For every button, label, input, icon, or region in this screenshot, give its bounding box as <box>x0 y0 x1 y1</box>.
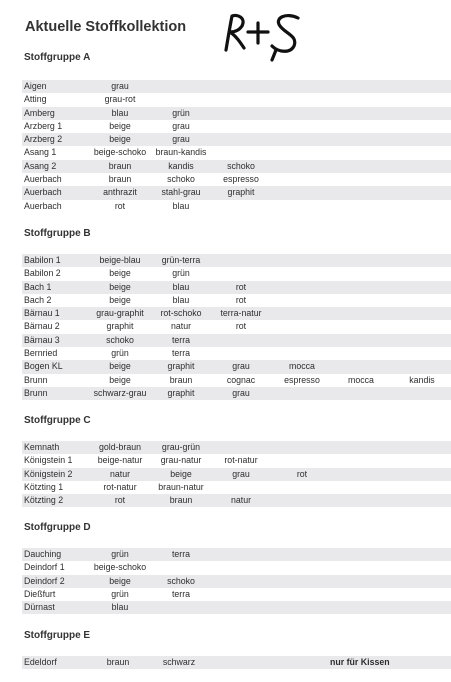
table-row <box>22 133 451 146</box>
table-row <box>22 561 451 574</box>
fabric-color: natur <box>170 321 192 332</box>
fabric-color: schwarz <box>162 657 196 667</box>
fabric-color: grau-graphit <box>96 308 144 319</box>
fabric-color: schoko <box>106 334 134 345</box>
fabric-name: Bärnau 1 <box>24 308 60 319</box>
fabric-name: Bach 2 <box>24 294 52 305</box>
fabric-color: grau <box>232 387 250 398</box>
fabric-name: Auerbach <box>24 187 62 198</box>
fabric-name: Bärnau 3 <box>24 334 60 345</box>
table-row <box>22 494 451 507</box>
fabric-color: rot <box>296 468 308 479</box>
fabric-color: terra <box>171 348 191 359</box>
group-title-d: Stoffgruppe D <box>24 522 91 533</box>
fabric-name: Asang 2 <box>24 160 57 171</box>
fabric-color: schoko <box>167 575 195 586</box>
fabric-table-b <box>22 254 451 400</box>
table-row <box>22 656 451 669</box>
fabric-table-e <box>22 656 451 669</box>
fabric-color: blau <box>172 281 190 292</box>
fabric-name: Dauching <box>24 549 62 559</box>
fabric-color: beige-blau <box>99 255 141 265</box>
fabric-color: rot <box>114 200 126 211</box>
fabric-color: stahl-grau <box>161 187 201 198</box>
table-row <box>22 454 451 467</box>
table-row <box>22 347 451 360</box>
fabric-color: grau <box>172 134 190 145</box>
fabric-color: mocca <box>289 361 315 372</box>
fabric-name: Auerbach <box>24 174 62 185</box>
fabric-name: Babilon 1 <box>24 255 61 265</box>
fabric-color: anthrazit <box>103 187 137 198</box>
fabric-name: Babilon 2 <box>24 268 61 279</box>
page-title: Aktuelle Stoffkollektion <box>25 19 187 35</box>
fabric-color: terra <box>171 588 191 599</box>
fabric-color: rot <box>114 495 126 506</box>
fabric-name: Bärnau 2 <box>24 321 60 332</box>
table-row <box>22 160 451 173</box>
fabric-color: beige <box>170 468 192 479</box>
table-row <box>22 548 451 561</box>
group-title-e: Stoffgruppe E <box>24 630 91 641</box>
fabric-color: cognac <box>226 374 256 385</box>
fabric-color: braun <box>106 657 130 667</box>
fabric-name: Arzberg 1 <box>24 120 63 131</box>
table-row <box>22 481 451 494</box>
fabric-color: grau <box>232 361 250 372</box>
fabric-color: braun-kandis <box>155 147 207 158</box>
fabric-name: Kötzting 2 <box>24 495 64 506</box>
fabric-color: grün-terra <box>161 255 201 265</box>
fabric-color: terra <box>171 549 191 559</box>
fabric-color: espresso <box>284 374 320 385</box>
table-row <box>22 294 451 307</box>
fabric-color: kandis <box>409 374 435 385</box>
fabric-name: Deindorf 1 <box>24 562 65 573</box>
fabric-color: rot-natur <box>103 481 137 492</box>
fabric-color: braun <box>169 495 193 506</box>
fabric-color: beige <box>109 294 131 305</box>
fabric-color: beige-natur <box>97 455 143 466</box>
table-row <box>22 307 451 320</box>
table-row <box>22 107 451 120</box>
fabric-color: grau <box>111 81 129 91</box>
fabric-color: beige <box>109 134 131 145</box>
fabric-name: Bach 1 <box>24 281 52 292</box>
table-row <box>22 387 451 400</box>
fabric-color: mocca <box>348 374 374 385</box>
group-title-b: Stoffgruppe B <box>24 228 91 239</box>
fabric-color: graphit <box>106 321 134 332</box>
table-row <box>22 374 451 387</box>
fabric-color: graphit <box>167 387 195 398</box>
fabric-color: rot <box>235 281 247 292</box>
fabric-name: Atting <box>24 94 47 105</box>
fabric-color: grau <box>232 468 250 479</box>
fabric-color: rot-schoko <box>160 308 202 319</box>
fabric-name: Arzberg 2 <box>24 134 63 145</box>
table-row <box>22 267 451 280</box>
fabric-table-c <box>22 441 451 507</box>
fabric-color: grau-grün <box>161 442 201 452</box>
fabric-color: terra <box>171 334 191 345</box>
usage-note: nur für Kissen <box>330 657 390 667</box>
fabric-color: braun-natur <box>158 481 204 492</box>
fabric-color: grün <box>111 549 129 559</box>
table-row <box>22 601 451 614</box>
fabric-color: espresso <box>223 174 259 185</box>
fabric-color: braun <box>169 374 193 385</box>
fabric-name: Kemnath <box>24 442 60 452</box>
fabric-name: Asang 1 <box>24 147 57 158</box>
fabric-color: grau-rot <box>104 94 136 105</box>
table-row <box>22 200 451 213</box>
fabric-color: beige <box>109 120 131 131</box>
fabric-color: schoko <box>227 160 255 171</box>
fabric-color: beige <box>109 374 131 385</box>
fabric-color: beige-schoko <box>93 562 147 573</box>
table-row <box>22 281 451 294</box>
group-title-c: Stoffgruppe C <box>24 415 91 426</box>
fabric-table-d <box>22 548 451 614</box>
table-row <box>22 575 451 588</box>
table-row <box>22 360 451 373</box>
fabric-color: beige-schoko <box>93 147 147 158</box>
fabric-color: blau <box>111 602 129 613</box>
fabric-color: rot <box>235 294 247 305</box>
fabric-color: blau <box>172 294 190 305</box>
fabric-color: braun <box>108 174 132 185</box>
fabric-color: grün <box>172 107 190 118</box>
fabric-color: natur <box>230 495 252 506</box>
fabric-color: natur <box>109 468 131 479</box>
fabric-color: schoko <box>167 174 195 185</box>
fabric-name: Bernried <box>24 348 58 359</box>
fabric-name: Königstein 1 <box>24 455 73 466</box>
fabric-color: grün <box>111 588 129 599</box>
fabric-name: Dießfurt <box>24 588 56 599</box>
fabric-color: beige <box>109 268 131 279</box>
fabric-color: rot <box>235 321 247 332</box>
fabric-name: Brunn <box>24 387 48 398</box>
fabric-color: schwarz-grau <box>93 387 147 398</box>
fabric-name: Deindorf 2 <box>24 575 65 586</box>
fabric-name: Brunn <box>24 374 48 385</box>
group-title-a: Stoffgruppe A <box>24 52 91 63</box>
fabric-color: beige <box>109 575 131 586</box>
table-row <box>22 173 451 186</box>
fabric-color: grün <box>111 348 129 359</box>
fabric-name: Bogen KL <box>24 361 63 372</box>
table-row <box>22 186 451 199</box>
fabric-color: beige <box>109 281 131 292</box>
table-row <box>22 254 451 267</box>
table-row <box>22 588 451 601</box>
fabric-color: grau <box>172 120 190 131</box>
table-row <box>22 120 451 133</box>
table-row <box>22 146 451 159</box>
table-row <box>22 80 451 93</box>
fabric-color: rot-natur <box>224 455 258 466</box>
fabric-color: blau <box>111 107 129 118</box>
fabric-color: blau <box>172 200 190 211</box>
handwritten-signature <box>218 10 308 62</box>
fabric-name: Kötzting 1 <box>24 481 64 492</box>
fabric-name: Auerbach <box>24 200 62 211</box>
table-row <box>22 320 451 333</box>
fabric-color: kandis <box>168 160 194 171</box>
fabric-color: gold-braun <box>98 442 142 452</box>
fabric-color: grau-natur <box>160 455 202 466</box>
fabric-color: graphit <box>227 187 255 198</box>
fabric-name: Dürnast <box>24 602 55 613</box>
fabric-name: Amberg <box>24 107 55 118</box>
fabric-name: Edeldorf <box>24 657 57 667</box>
fabric-table-a <box>22 80 451 213</box>
fabric-color: braun <box>108 160 132 171</box>
table-row <box>22 441 451 454</box>
fabric-name: Königstein 2 <box>24 468 73 479</box>
fabric-color: beige <box>109 361 131 372</box>
fabric-name: Aigen <box>24 81 47 91</box>
table-row <box>22 93 451 106</box>
table-row <box>22 334 451 347</box>
table-row <box>22 468 451 481</box>
fabric-color: graphit <box>167 361 195 372</box>
fabric-color: grün <box>172 268 190 279</box>
fabric-color: terra-natur <box>220 308 262 319</box>
